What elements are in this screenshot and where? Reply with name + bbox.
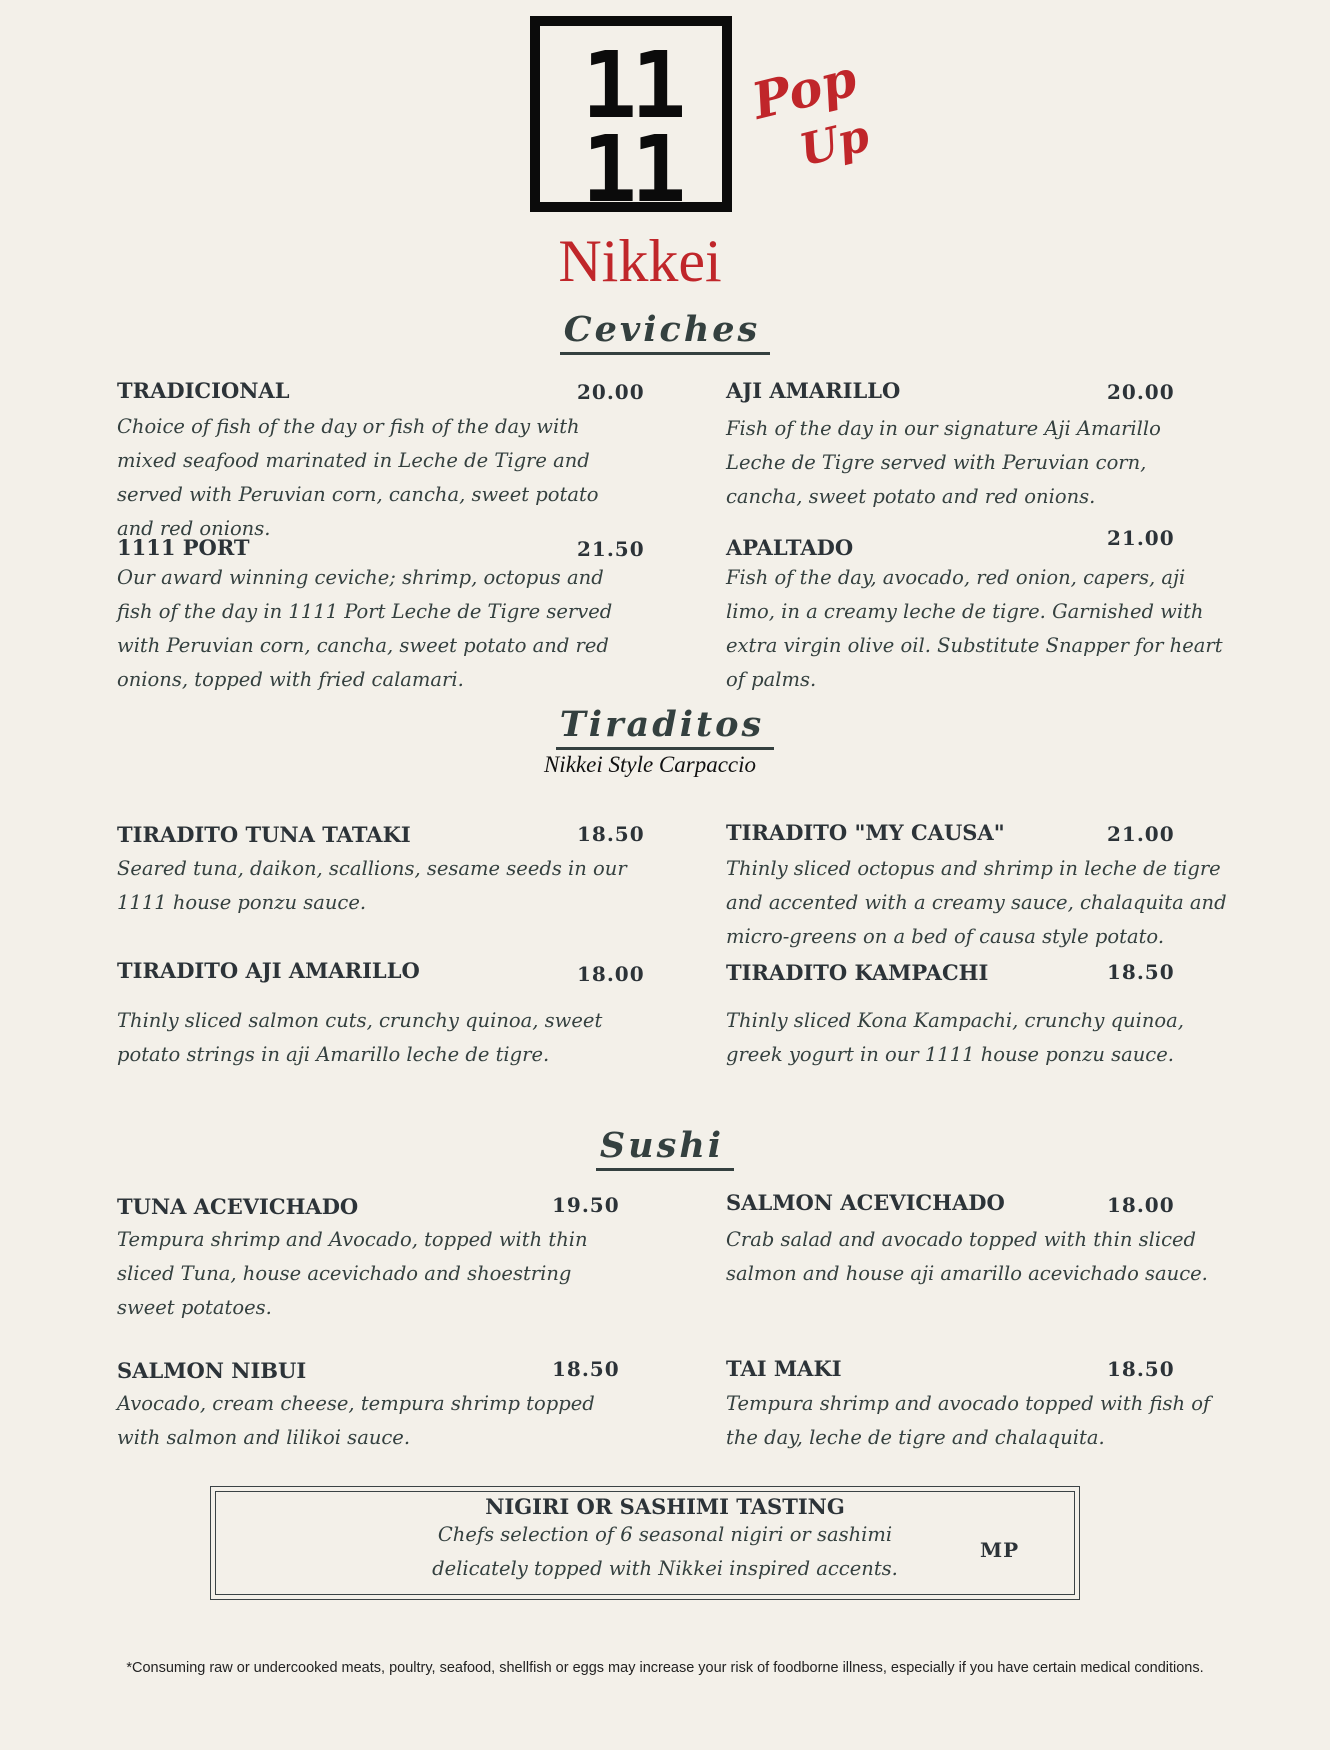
item-description: Fish of the day, avocado, red onion, capers, aji limo, in a creamy leche de tigre. Garnished with extra virgin olive oil. Substitute Snapper for heart of palms. [726,566,1223,691]
popup-word-up: Up [794,110,875,177]
item-name: SALMON NIBUI [117,1358,307,1383]
tasting-description-line1: Chefs selection of 6 seasonal nigiri or sashimi [437,1523,893,1546]
item-name: TIRADITO KAMPACHI [726,960,989,985]
logo-top-number: 11 [581,32,681,139]
item-name: APALTADO [726,535,854,560]
disclaimer: *Consuming raw or undercooked meats, poultry, seafood, shellfish or eggs may increase your risk of foodborne illness, especially if you have certain medical conditions. [126,1660,1204,1676]
item-description: Tempura shrimp and Avocado, topped with thin sliced Tuna, house acevichado and shoestring sweet potatoes. [117,1228,588,1319]
item-name: TRADICIONAL [117,378,290,403]
popup-word-pop: Pop [746,48,863,131]
item-description: Crab salad and avocado topped with thin sliced salmon and house aji amarillo acevichado sauce. [726,1228,1208,1285]
item-description: Fish of the day in our signature Aji Amarillo Leche de Tigre served with Peruvian corn, cancha, sweet potato and red onions. [726,417,1161,508]
item-name: TAI MAKI [726,1356,842,1381]
item-description: Choice of fish of the day or fish of the day with mixed seafood marinated in Leche de Tigre and served with Peruvian corn, cancha, sweet potato and red onions. [117,415,599,540]
item-name: TIRADITO "MY CAUSA" [726,820,1005,845]
item-price: 20.00 [1107,380,1175,404]
item-name: TUNA ACEVICHADO [117,1194,359,1219]
item-description: Thinly sliced octopus and shrimp in leche de tigre and accented with a creamy sauce, chalaquita and micro-greens on a bed of causa style potato. [726,857,1227,948]
item-description: Our award winning ceviche; shrimp, octopus and fish of the day in 1111 Port Leche de Tigre served with Peruvian corn, cancha, sweet potato and red onions, topped with fried calamari. [117,566,613,691]
logo-1111 [530,16,732,223]
item-description: Tempura shrimp and avocado topped with fish of the day, leche de tigre and chalaquita. [726,1392,1211,1449]
item-description: Thinly sliced Kona Kampachi, crunchy quinoa, greek yogurt in our 1111 house ponzu sauce. [726,1009,1184,1066]
item-name: TIRADITO TUNA TATAKI [117,822,411,847]
item-price: 18.50 [1107,1357,1175,1381]
tasting-description-line2: delicately topped with Nikkei inspired accents. [432,1557,898,1580]
tasting-price: MP [980,1538,1020,1562]
item-price: 18.00 [1107,1193,1175,1217]
item-name: SALMON ACEVICHADO [726,1190,1005,1215]
item-price: 21.00 [1107,822,1175,846]
item-name: AJI AMARILLO [726,378,901,403]
section-title-sushi: Sushi [0,1124,1330,1171]
section-subtitle-tiraditos: Nikkei Style Carpaccio [543,752,757,777]
item-price: 18.50 [1107,960,1175,984]
item-price: 18.00 [577,962,645,986]
logo-bottom-number: 11 [581,116,681,223]
item-description: Seared tuna, daikon, scallions, sesame seeds in our 1111 house ponzu sauce. [117,857,627,914]
tasting-title: NIGIRI OR SASHIMI TASTING [485,1494,845,1519]
item-price: 18.50 [552,1357,620,1381]
item-price: 19.50 [552,1193,620,1217]
item-description: Thinly sliced salmon cuts, crunchy quinoa, sweet potato strings in aji Amarillo leche de tigre. [117,1009,603,1066]
section-title-ceviches: Ceviches [0,308,1330,355]
item-price: 21.00 [1107,526,1175,550]
item-name: TIRADITO AJI AMARILLO [117,958,420,983]
item-price: 18.50 [577,822,645,846]
section-title-tiraditos: Tiraditos [0,703,1330,750]
item-description: Avocado, cream cheese, tempura shrimp topped with salmon and lilikoi sauce. [117,1392,595,1449]
restaurant-name: Nikkei [558,228,722,294]
item-price: 21.50 [577,537,645,561]
item-name: 1111 PORT [117,535,250,560]
item-price: 20.00 [577,380,645,404]
